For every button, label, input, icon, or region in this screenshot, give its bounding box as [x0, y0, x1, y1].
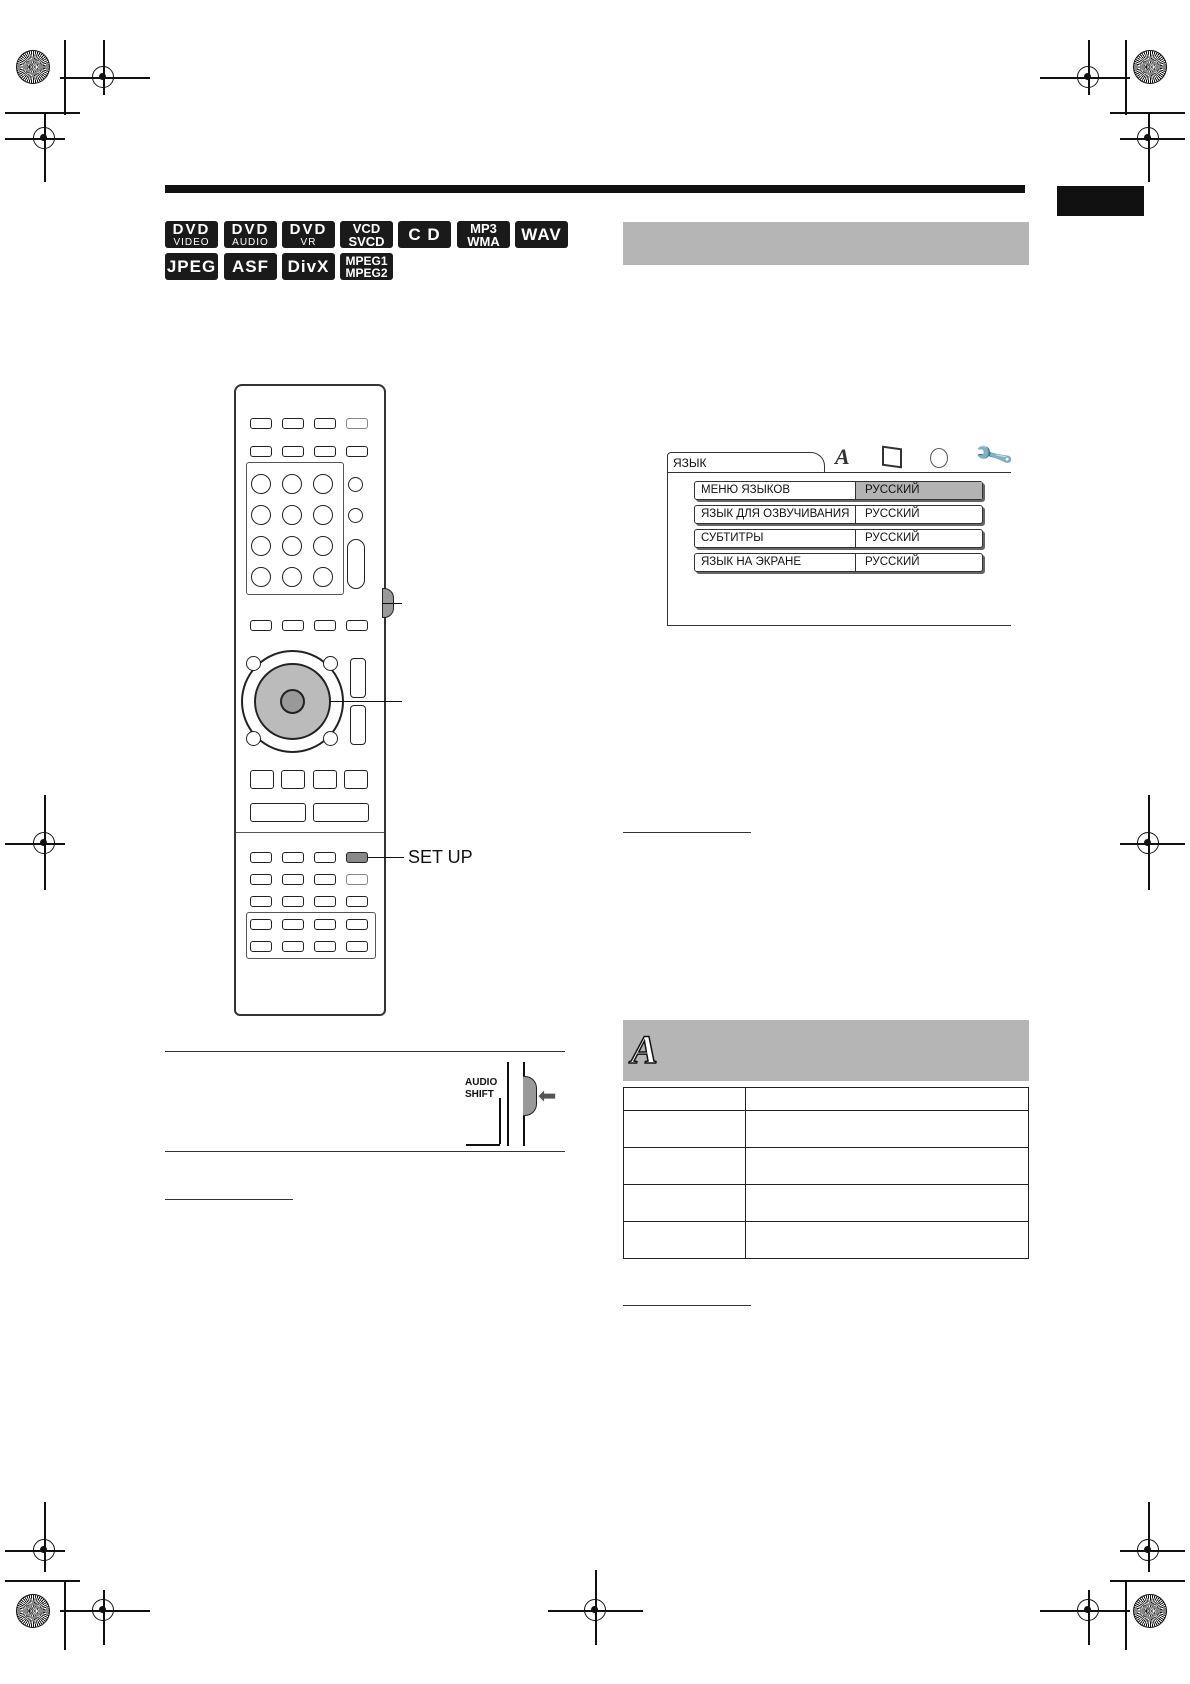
osd-tab-language[interactable]: ЯЗЫК [667, 452, 825, 472]
osd-row-subtitles[interactable] [694, 529, 983, 548]
header-rule [165, 185, 1025, 193]
language-icon[interactable]: A [835, 444, 850, 469]
callout-line [382, 603, 402, 604]
crop-line [44, 112, 46, 182]
audio-shift-switch[interactable] [523, 1076, 537, 1116]
table-row [624, 1088, 1029, 1111]
enter-button[interactable] [280, 689, 305, 714]
remote-button[interactable] [314, 852, 336, 863]
remote-button[interactable] [314, 896, 336, 907]
badge-dvd-video [165, 221, 218, 248]
osd-row-label: ЯЗЫК НА ЭКРАНЕ [701, 556, 802, 568]
remote-button[interactable] [250, 896, 272, 907]
remote-button[interactable] [282, 852, 304, 863]
badge-line: DVD [231, 220, 270, 238]
remote-side-edge [499, 1098, 501, 1144]
crop-line [44, 795, 46, 890]
crop-line [1120, 1550, 1185, 1552]
note-rule-bottom [165, 1151, 565, 1152]
number-button[interactable] [282, 505, 302, 525]
registration-sunburst-tr [1133, 50, 1167, 84]
note-rule-top [165, 1051, 565, 1052]
crop-line [5, 112, 80, 114]
crop-line [44, 1502, 46, 1572]
remote-button[interactable] [313, 803, 369, 822]
remote-button[interactable] [282, 919, 304, 930]
osd-row-value[interactable]: РУССКИЙ [855, 482, 982, 499]
osd-tab-line [825, 472, 1011, 473]
setup-button[interactable] [346, 852, 368, 863]
badge-mpeg [340, 253, 393, 280]
badge-mp3-wma [457, 221, 510, 248]
shift-label: SHIFT [465, 1089, 494, 1100]
crop-line [5, 138, 65, 140]
badge-line: ASF [232, 257, 269, 276]
remote-button[interactable] [250, 803, 306, 822]
crop-line [1120, 138, 1185, 140]
remote-button[interactable] [246, 731, 261, 746]
registration-sunburst-bl [16, 1594, 50, 1628]
remote-button[interactable] [346, 446, 368, 457]
remote-button[interactable] [282, 874, 304, 885]
remote-button[interactable] [346, 620, 368, 631]
remote-button[interactable] [323, 731, 338, 746]
number-button[interactable] [251, 474, 271, 494]
remote-button[interactable] [250, 941, 272, 952]
crop-line [60, 1610, 150, 1612]
remote-button[interactable] [346, 418, 368, 429]
note-heading-underline [623, 832, 751, 833]
crop-line [1148, 1502, 1150, 1572]
wrench-icon[interactable]: 🔧 [972, 433, 1016, 477]
remote-button[interactable] [314, 620, 336, 631]
number-button[interactable] [313, 536, 333, 556]
remote-button[interactable] [313, 770, 337, 789]
chapter-tab [1057, 186, 1144, 216]
table-row [624, 1222, 1029, 1259]
remote-button[interactable] [314, 446, 336, 457]
number-button[interactable] [282, 567, 302, 587]
table-cell [624, 1088, 746, 1111]
remote-button[interactable] [281, 770, 305, 789]
badge-line: C D [408, 225, 441, 244]
number-button[interactable] [313, 505, 333, 525]
number-button[interactable] [282, 474, 302, 494]
crop-line [1040, 77, 1130, 79]
language-section-bar [623, 1020, 1029, 1081]
remote-button[interactable] [350, 705, 366, 745]
language-icon: A [631, 1027, 658, 1072]
remote-button[interactable] [282, 418, 304, 429]
remote-button[interactable] [282, 941, 304, 952]
remote-button[interactable] [350, 658, 366, 698]
number-button[interactable] [282, 536, 302, 556]
osd-row-audio-language[interactable] [694, 505, 983, 524]
badge-cd [398, 221, 451, 248]
remote-button[interactable] [250, 446, 272, 457]
note-heading-underline [623, 1305, 751, 1306]
badge-line: WMA [467, 233, 500, 249]
badge-dvd-audio [224, 221, 277, 248]
badge-asf [224, 253, 277, 280]
registration-sunburst-br [1133, 1594, 1167, 1628]
badge-line: DVD [172, 220, 211, 238]
badge-line: MPEG2 [345, 265, 388, 280]
language-table [623, 1087, 1029, 1259]
crop-line [1120, 843, 1185, 845]
badge-line: VCD [352, 220, 381, 236]
callout-line [330, 701, 402, 702]
crop-line [103, 40, 105, 95]
osd-row-label: СУБТИТРЫ [701, 532, 764, 544]
badge-wav [515, 221, 568, 248]
remote-button[interactable] [282, 446, 304, 457]
crop-line [1088, 40, 1090, 95]
picture-icon[interactable] [882, 446, 902, 469]
number-button[interactable] [251, 567, 271, 587]
table-cell [746, 1088, 1029, 1111]
remote-button[interactable] [314, 874, 336, 885]
remote-button[interactable] [314, 418, 336, 429]
badge-line: DivX [287, 257, 330, 276]
badge-line: VR [300, 236, 317, 248]
osd-row-label: МЕНЮ ЯЗЫКОВ [701, 484, 790, 496]
crop-line [1110, 1580, 1185, 1582]
registration-sunburst-tl [16, 50, 50, 84]
number-button[interactable] [313, 567, 333, 587]
table-cell [624, 1185, 746, 1222]
remote-button[interactable] [346, 919, 368, 930]
badge-line: SVCD [348, 233, 385, 249]
osd-row-value[interactable]: РУССКИЙ [855, 554, 982, 571]
audio-label: AUDIO [465, 1077, 498, 1088]
table-cell [746, 1148, 1029, 1185]
osd-row-label: ЯЗЫК ДЛЯ ОЗВУЧИВАНИЯ [701, 508, 850, 520]
badge-dvd-vr [282, 221, 335, 248]
callout-line [368, 857, 404, 858]
remote-button[interactable] [314, 919, 336, 930]
remote-button[interactable] [344, 770, 368, 789]
remote-button[interactable] [250, 770, 274, 789]
badge-jpeg [165, 253, 218, 280]
badge-line: DVD [289, 220, 328, 238]
remote-side-edge [507, 1062, 509, 1146]
section-header-bar [623, 222, 1029, 265]
remote-button[interactable] [250, 874, 272, 885]
table-cell [624, 1222, 746, 1259]
crop-line [1148, 795, 1150, 890]
remote-button[interactable] [323, 656, 338, 671]
crop-line [1040, 1610, 1130, 1612]
crop-line [5, 1550, 65, 1552]
table-cell [624, 1111, 746, 1148]
table-cell [746, 1185, 1029, 1222]
setup-label: SET UP [408, 847, 473, 867]
remote-button[interactable] [246, 656, 261, 671]
osd-row-value[interactable]: РУССКИЙ [855, 530, 982, 547]
badge-line: MP3 [470, 220, 497, 236]
badge-line: WAV [521, 225, 562, 244]
audio-icon[interactable] [930, 448, 948, 468]
remote-button[interactable] [282, 620, 304, 631]
badge-line: JPEG [166, 257, 217, 276]
crop-line [60, 77, 150, 79]
arrow-left-icon: ⬅ [538, 1083, 557, 1108]
table-cell [624, 1148, 746, 1185]
badge-vcd-svcd [340, 221, 393, 248]
crop-line [64, 1580, 66, 1650]
remote-button[interactable] [348, 508, 363, 523]
badge-line: VIDEO [173, 236, 210, 248]
remote-side-edge [466, 1144, 500, 1146]
number-button[interactable] [313, 474, 333, 494]
osd-row-onscreen-language[interactable] [694, 553, 983, 572]
table-row [624, 1111, 1029, 1148]
table-row [624, 1148, 1029, 1185]
table-cell [746, 1222, 1029, 1259]
crop-line [1088, 1590, 1090, 1645]
remote-button[interactable] [346, 941, 368, 952]
remote-button[interactable] [250, 919, 272, 930]
remote-button[interactable] [250, 418, 272, 429]
remote-button[interactable] [314, 941, 336, 952]
crop-line [595, 1570, 597, 1645]
osd-row-value[interactable]: РУССКИЙ [855, 506, 982, 523]
remote-button[interactable] [250, 852, 272, 863]
badge-line: MPEG1 [345, 253, 388, 268]
volume-rocker[interactable] [347, 539, 365, 589]
crop-line [1125, 1580, 1127, 1650]
remote-button[interactable] [346, 874, 368, 885]
osd-row-menu-language[interactable] [694, 481, 983, 500]
remote-divider [236, 832, 384, 833]
number-button[interactable] [251, 505, 271, 525]
remote-button[interactable] [250, 620, 272, 631]
crop-line [103, 1590, 105, 1645]
table-row [624, 1185, 1029, 1222]
number-button[interactable] [251, 536, 271, 556]
remote-button[interactable] [346, 896, 368, 907]
remote-button[interactable] [348, 477, 363, 492]
crop-line [5, 843, 65, 845]
crop-line [5, 1580, 80, 1582]
note-heading-underline [165, 1199, 293, 1200]
table-cell [746, 1111, 1029, 1148]
remote-button[interactable] [282, 896, 304, 907]
crop-line [1148, 112, 1150, 182]
badge-divx [282, 253, 335, 280]
badge-line: AUDIO [232, 236, 269, 248]
